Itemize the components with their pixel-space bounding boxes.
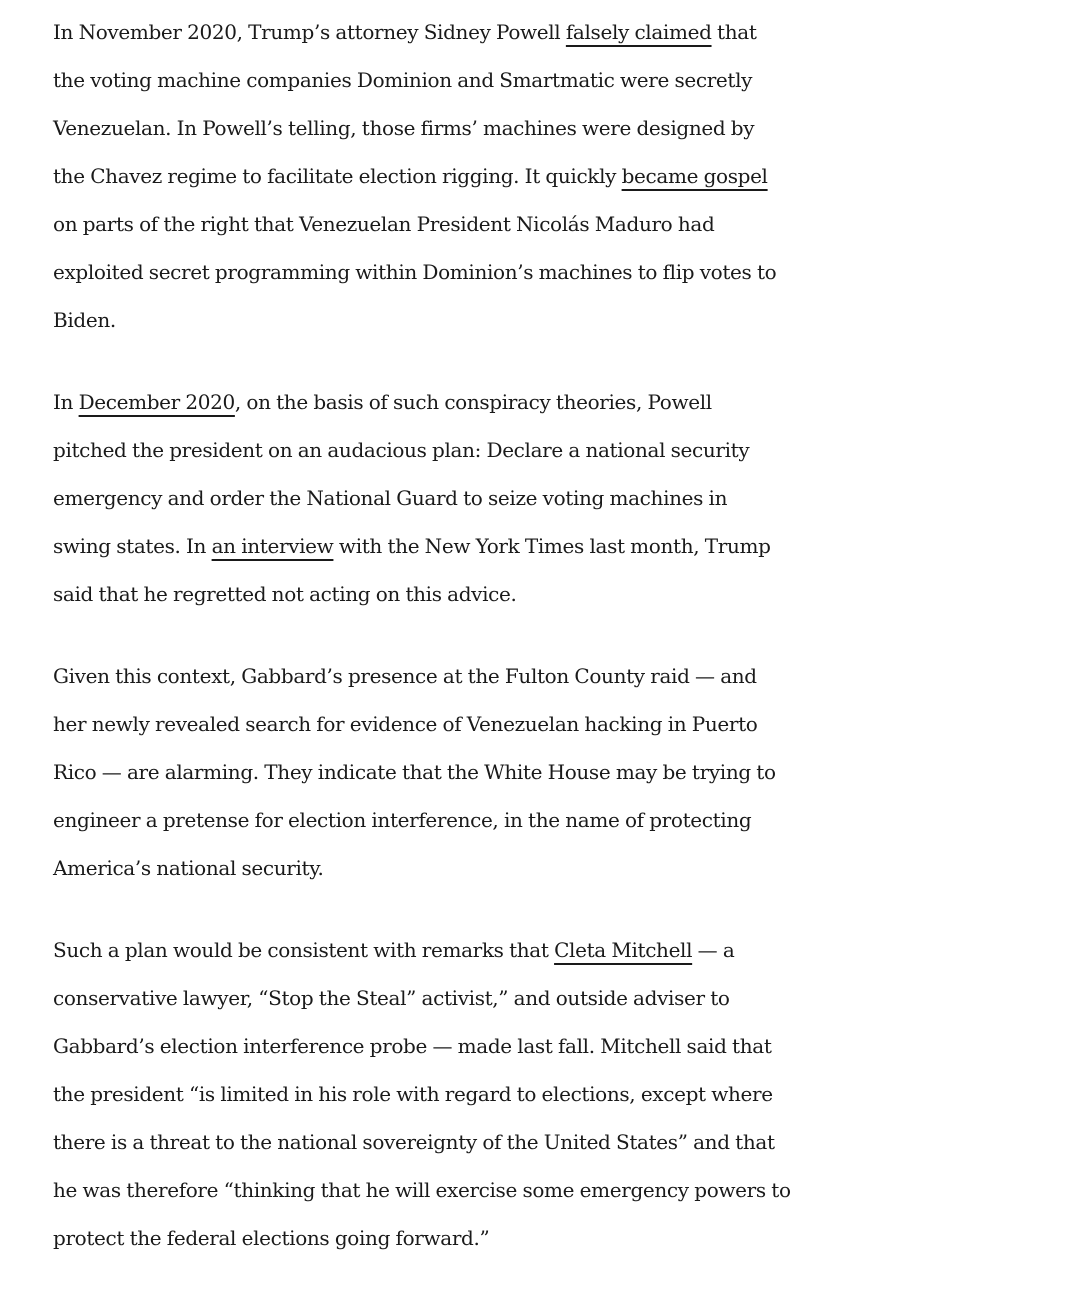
text-line <box>53 152 1083 200</box>
text-segment: the voting machine companies Dominion and Smartmatic were secretly <box>53 68 753 92</box>
inline-link[interactable]: became gospel <box>621 164 768 188</box>
text-segment: her newly revealed search for evidence of Venezuelan hacking in Puerto <box>53 712 758 736</box>
inline-link[interactable]: Cleta Mitchell <box>554 938 693 962</box>
text-line <box>53 296 1083 344</box>
article-paragraph <box>53 378 1083 618</box>
text-segment: Biden. <box>53 308 116 332</box>
article-paragraph <box>53 652 1083 892</box>
text-line <box>53 652 1083 700</box>
text-segment: said that he regretted not acting on this advice. <box>53 582 517 606</box>
text-line <box>53 796 1083 844</box>
text-line <box>53 748 1083 796</box>
text-segment: Rico — are alarming. They indicate that the White House may be trying to <box>53 760 776 784</box>
text-line <box>53 1214 1083 1262</box>
text-line <box>53 426 1083 474</box>
article-paragraph <box>53 926 1083 1262</box>
inline-link[interactable]: an interview <box>211 534 334 558</box>
text-segment: Such a plan would be consistent with remarks that <box>53 938 555 962</box>
text-segment: engineer a pretense for election interference, in the name of protecting <box>53 808 752 832</box>
inline-link[interactable]: December 2020 <box>78 390 235 414</box>
text-segment: pitched the president on an audacious plan: Declare a national security <box>53 438 750 462</box>
text-line <box>53 8 1083 56</box>
text-segment: there is a threat to the national sovereignty of the United States” and that <box>53 1130 775 1154</box>
text-segment: exploited secret programming within Dominion’s machines to flip votes to <box>53 260 777 284</box>
text-line <box>53 1070 1083 1118</box>
text-line <box>53 474 1083 522</box>
text-segment: — a <box>692 938 735 962</box>
text-segment: Given this context, Gabbard’s presence at the Fulton County raid — and <box>53 664 757 688</box>
text-line <box>53 200 1083 248</box>
text-segment: that <box>711 20 757 44</box>
text-segment: on parts of the right that Venezuelan President Nicolás Maduro had <box>53 212 715 236</box>
article-body <box>53 8 1083 1296</box>
text-segment: swing states. In <box>53 534 212 558</box>
text-segment: In <box>53 390 79 414</box>
text-segment: In November 2020, Trump’s attorney Sidney Powell <box>53 20 566 44</box>
text-segment: protect the federal elections going forward.” <box>53 1226 490 1250</box>
text-line <box>53 1118 1083 1166</box>
text-segment: the Chavez regime to facilitate election rigging. It quickly <box>53 164 622 188</box>
text-line <box>53 926 1083 974</box>
text-line <box>53 570 1083 618</box>
text-line <box>53 248 1083 296</box>
text-line <box>53 700 1083 748</box>
article-paragraph <box>53 8 1083 344</box>
text-segment: emergency and order the National Guard to seize voting machines in <box>53 486 728 510</box>
text-line <box>53 378 1083 426</box>
text-segment: Gabbard’s election interference probe — made last fall. Mitchell said that <box>53 1034 772 1058</box>
text-segment: , on the basis of such conspiracy theories, Powell <box>234 390 712 414</box>
text-segment: he was therefore “thinking that he will exercise some emergency powers to <box>53 1178 791 1202</box>
text-segment: America’s national security. <box>53 856 324 880</box>
text-line <box>53 104 1083 152</box>
text-line <box>53 522 1083 570</box>
text-line <box>53 844 1083 892</box>
text-segment: conservative lawyer, “Stop the Steal” activist,” and outside adviser to <box>53 986 730 1010</box>
text-segment: with the New York Times last month, Trump <box>333 534 771 558</box>
text-line <box>53 1166 1083 1214</box>
text-line <box>53 56 1083 104</box>
inline-link[interactable]: falsely claimed <box>565 20 712 44</box>
text-line <box>53 1022 1083 1070</box>
text-line <box>53 974 1083 1022</box>
text-segment: the president “is limited in his role with regard to elections, except where <box>53 1082 773 1106</box>
text-segment: Venezuelan. In Powell’s telling, those firms’ machines were designed by <box>53 116 755 140</box>
